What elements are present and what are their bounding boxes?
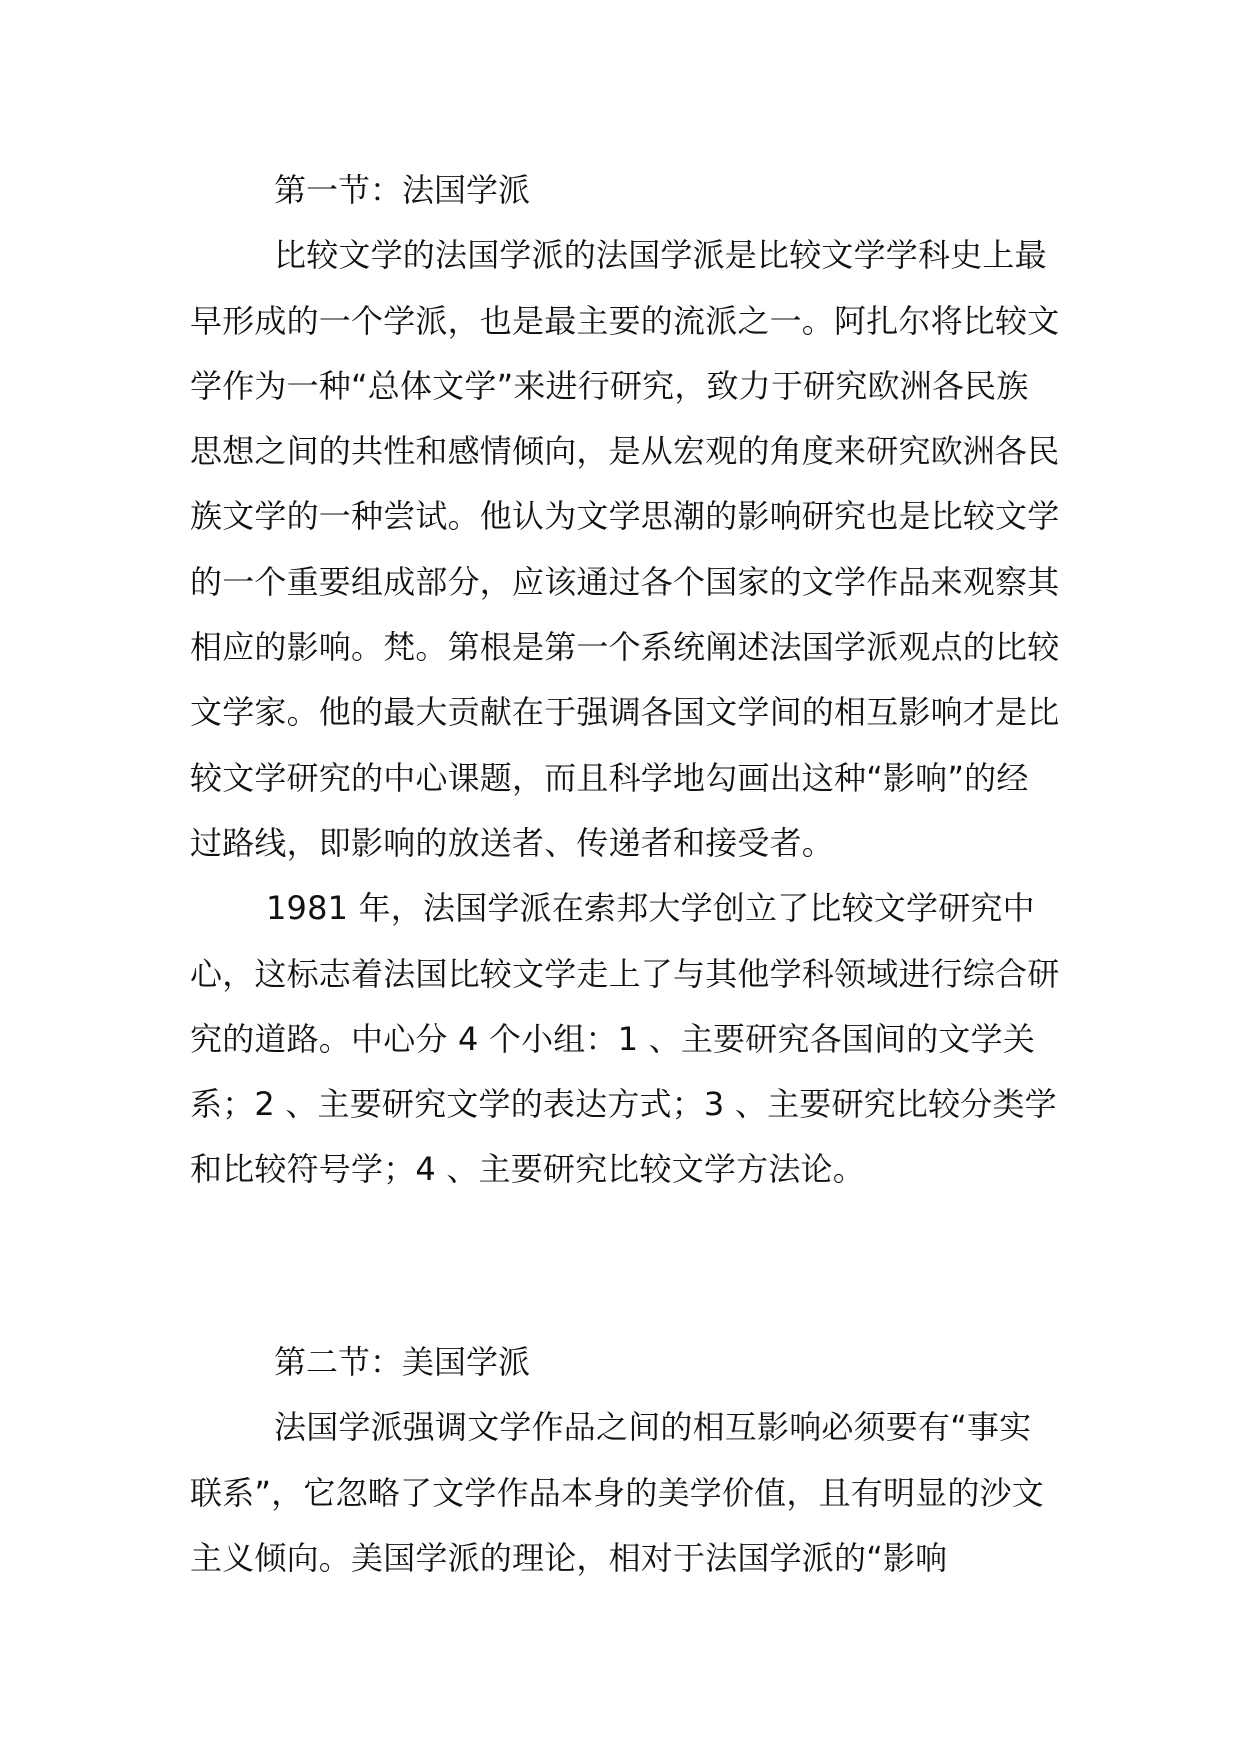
paragraph-french-school-overview: 比较文学的法国学派的法国学派是比较文学学科史上最早形成的一个学派，也是最主要的流派之一。阿扎尔将比较文学作为一种“总体文学”来进行研究，致力于研究欧洲各民族思想之间的共性和感情倾向，是从宏观的角度来研究欧洲各民族文学的一种尝试。他认为文学思潮的影响研究也是比较文学的一个重要组成部分，应该通过各个国家的文学作品来观察其相应的影响。梵。第根是第一个系统阐述法国学派观点的比较文学家。他的最大贡献在于强调各国文学间的相互影响才是比较文学研究的中心课题，而且科学地勾画出这种“影响”的经过路线，即影响的放送者、传递者和接受者。: [190, 236, 1060, 862]
section-french-school: [190, 158, 1060, 1203]
paragraph-american-school-intro: 法国学派强调文学作品之间的相互影响必须要有“事实联系”，它忽略了文学作品本身的美学价值，且有明显的沙文主义倾向。美国学派的理论，相对于法国学派的“影响: [190, 1408, 1044, 1577]
paragraph-french-school-1981: 1981 年，法国学派在索邦大学创立了比较文学研究中心，这标志着法国比较文学走上了与其他学科领域进行综合研究的道路。中心分 4 个小组：1 、主要研究各国间的文学关系；2 、主要研究文学的表达方式；3 、主要研究比较分类学和比较符号学；4 、主要研究比较文学方法论。: [190, 889, 1060, 1189]
section-american-school: [190, 1330, 1060, 1591]
section-heading-french-school: 第一节：法国学派: [274, 171, 531, 209]
section-heading-american-school: 第二节：美国学派: [274, 1343, 531, 1381]
